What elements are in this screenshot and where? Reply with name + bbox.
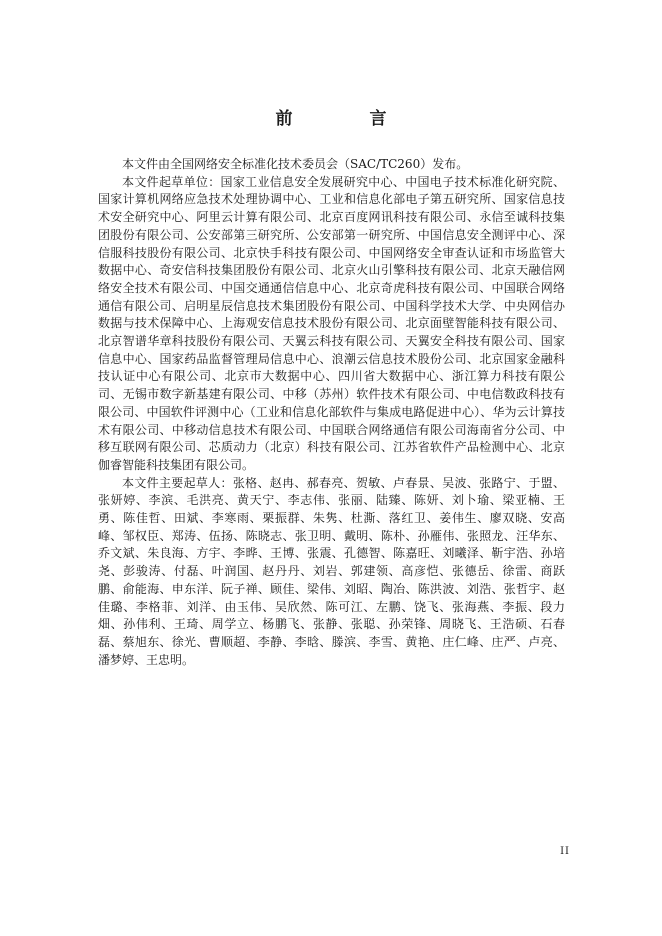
- page-number: II: [560, 846, 570, 857]
- page-title: 前 言: [275, 109, 417, 129]
- drafting-units-paragraph: 本文件起草单位：国家工业信息安全发展研究中心、中国电子技术标准化研究院、国家计算机网络应急技术处理协调中心、工业和信息化部电子第五研究所、国家信息技术安全研究中心、阿里云计算有限公司、北京百度网讯科技有限公司、永信至诚科技集团股份有限公司、公安部第三研究所、公安部第一研究所、中国信息安全测评中心、深信服科技股份有限公司、北京快手科技有限公司、中国网络安全审查认证和市场监管大数据中心、奇安信科技集团股份有限公司、北京火山引擎科技有限公司、北京天融信网络安全技术有限公司、中国交通通信信息中心、北京奇虎科技有限公司、中国联合网络通信有限公司、启明星辰信息技术集团股份有限公司、中国科学技术大学、中央网信办数据与技术保障中心、上海观安信息技术股份有限公司、北京面壁智能科技有限公司、北京智谱华章科技股份有限公司、天翼云科技有限公司、天翼安全科技有限公司、国家信息中心、国家药品监督管理局信息中心、浪潮云信息技术股份公司、北京国家金融科技认证中心有限公司、北京市大数据中心、四川省大数据中心、浙江算力科技有限公司、无锡市数字新基建有限公司、中移（苏州）软件技术有限公司、中电信数政科技有限公司、中国软件评测中心（工业和信息化部软件与集成电路促进中心）、华为云计算技术有限公司、中移动信息技术有限公司、中国联合网络通信有限公司海南省分公司、中移互联网有限公司、芯质动力（北京）科技有限公司、江苏省软件产品检测中心、北京伽睿智能科技集团有限公司。: [98, 174, 565, 472]
- foreword-body: [98, 156, 565, 669]
- drafters-paragraph: 本文件主要起草人：张格、赵冉、郝春亮、贺敏、卢春景、吴波、张路宁、于盟、张妍婷、李滨、毛洪亮、黄天宁、李志伟、张丽、陆臻、陈妍、刘卜瑜、梁亚楠、王勇、陈佳哲、田斌、李寒雨、栗振群、朱隽、杜澌、落红卫、姜伟生、廖双晓、安高峰、邹权臣、郑涛、伍扬、陈晓志、张卫明、戴明、陈朴、孙雁伟、张照龙、汪华东、乔文斌、朱良海、方宇、李晔、王博、张震、孔德智、陈嘉旺、刘曦泽、靳宇浩、孙培尧、彭骏涛、付磊、叶润国、赵丹丹、刘岩、郭建领、高彦恺、张德岳、徐雷、商跃鹏、俞能海、申东洋、阮子禅、顾佳、梁伟、刘昭、陶冶、陈洪波、刘浩、张哲宇、赵佳璐、李格菲、刘洋、由玉伟、吴欣然、陈可江、左鹏、饶飞、张海燕、李振、段力畑、孙伟利、王琦、周学立、杨鹏飞、张静、张聪、孙荣锋、周晓飞、王浩硕、石春磊、蔡旭东、徐光、曹顺超、李静、李晗、滕滨、李雪、黄艳、庄仁峰、庄严、卢亮、潘梦婷、王忠明。: [98, 475, 565, 667]
- publication-statement: 本文件由全国网络安全标准化技术委员会（SAC/TC260）发布。: [122, 157, 469, 171]
